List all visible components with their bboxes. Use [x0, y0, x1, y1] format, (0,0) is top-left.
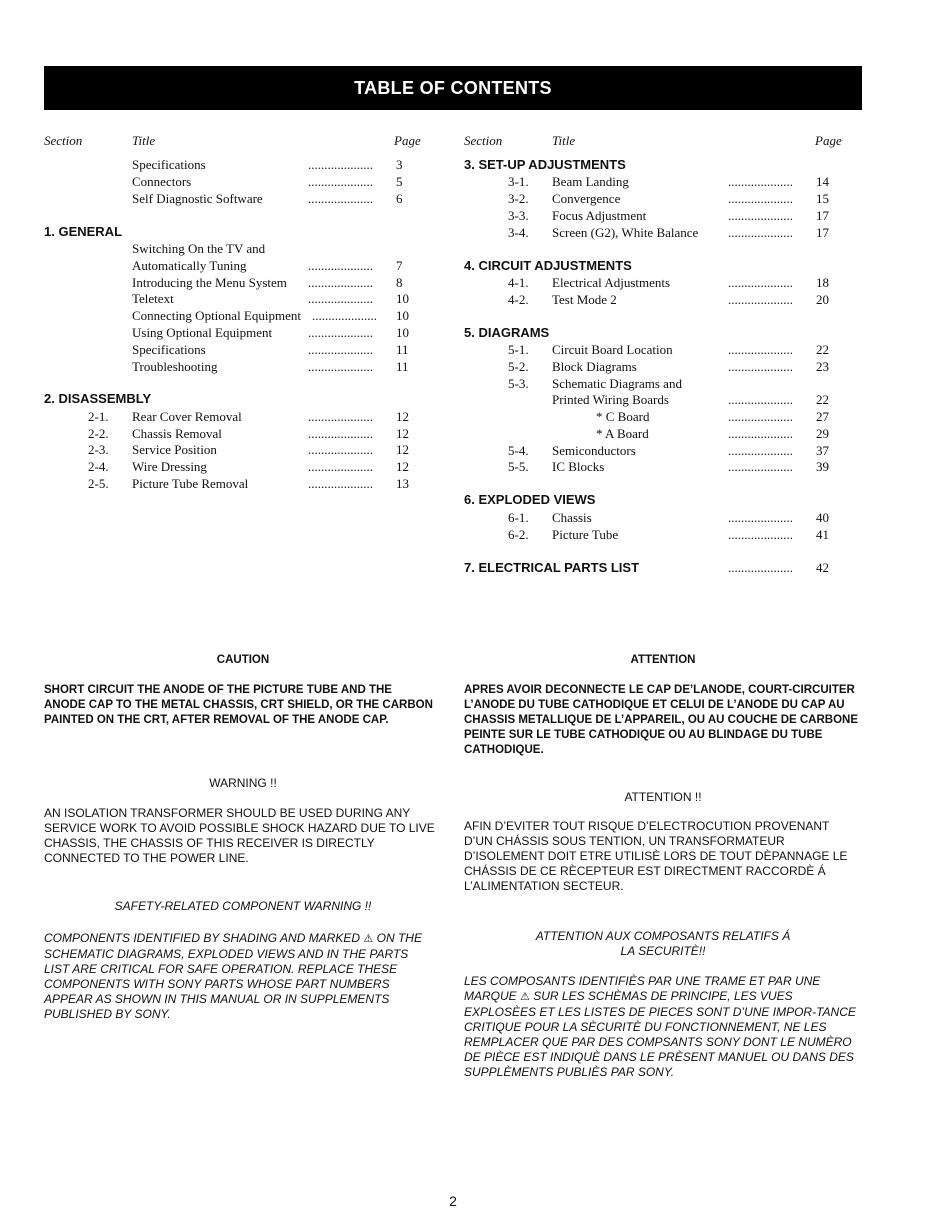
toc-entry-line — [88, 240, 428, 257]
toc-entry-title: Chassis — [552, 510, 592, 525]
toc-entry-title: Specifications — [132, 157, 206, 172]
toc-entry-line[interactable] — [508, 375, 848, 392]
toc-dots: .................... — [728, 359, 793, 374]
toc-dots: .................... — [308, 342, 373, 357]
toc-entry-title: Electrical Adjustments — [552, 275, 671, 290]
toc-entry[interactable] — [508, 291, 848, 308]
toc-entry[interactable] — [88, 190, 428, 207]
toc-dots: .................... — [728, 443, 793, 458]
toc-entry[interactable] — [508, 408, 848, 425]
toc-dots: .................... — [308, 325, 373, 340]
toc-entry-number: 2-5. — [88, 476, 109, 491]
toc-entry-page: 22 — [816, 342, 829, 357]
toc-dots: .................... — [728, 275, 793, 290]
caution-text: SHORT CIRCUIT THE ANODE OF THE PICTURE TUBE AND THE ANODE CAP TO THE METAL CHASSIS, CRT SHIELD, OR THE CARBON PAINTED ON THE CRT, AFTER REMOVAL OF THE ANODE CAP. — [44, 684, 433, 726]
toc-entry-page: 12 — [396, 459, 409, 474]
toc-dots: .................... — [308, 459, 373, 474]
toc-entry-title: Screen (G2), White Balance — [552, 225, 699, 240]
toc-title: TABLE OF CONTENTS — [354, 78, 552, 98]
toc-entry-number: 5-1. — [508, 342, 529, 357]
attention-safety-part1: LES COMPOSANTS IDENTIFIÈS PAR UNE TRAME ET PAR UNE MARQUE — [464, 974, 821, 1003]
toc-dots: .................... — [308, 476, 373, 491]
toc-entry-page: 11 — [396, 342, 409, 357]
toc-entry-page: 10 — [396, 325, 409, 340]
toc-entry-page: 15 — [816, 191, 829, 206]
toc-entry[interactable] — [508, 509, 848, 526]
toc-entry-title: * A Board — [596, 426, 649, 441]
toc-entry-page: 3 — [396, 157, 403, 172]
safety-warning-text — [44, 931, 429, 1022]
section-heading-general[interactable]: 1. GENERAL — [44, 224, 123, 239]
toc-entry-page: 18 — [816, 275, 829, 290]
section-heading-circuit[interactable]: 4. CIRCUIT ADJUSTMENTS — [464, 258, 632, 273]
toc-entry-number: 2-3. — [88, 442, 109, 457]
toc-entry-number: 5-5. — [508, 459, 529, 474]
toc-entry-title: Connectors — [132, 174, 192, 189]
toc-entry-number: 5-2. — [508, 359, 529, 374]
toc-entry[interactable] — [508, 173, 848, 190]
toc-entry[interactable] — [508, 341, 848, 358]
toc-entry-number: 5-4. — [508, 443, 529, 458]
header-title-right: Title — [552, 133, 576, 148]
toc-entry[interactable] — [508, 358, 848, 375]
toc-entry-page: 11 — [396, 359, 409, 374]
attention-safety-part2: SUR LES SCHÈMAS DE PRINCIPE, LES VUES EXPLOSÈES ET LES LISTES DE PIECES SONT D’UNE IMPOR-TANCE CRITIQUE POUR LA SÈCURITÈ DU FONCTIONNEMENT, NE LES REMPLACER QUE PAR DES COMPSANTS SONY DONT LE NUMÈRO DE PIÈCE EST INDIQUÈ DANS LE PRÈSENT MANUEL OU DANS DES SUPPLÈMENTS PUBLIÈS PAR SONY. — [464, 989, 856, 1079]
section-heading-setup[interactable]: 3. SET-UP ADJUSTMENTS — [464, 157, 626, 172]
toc-entry-title: Schematic Diagrams and — [552, 376, 682, 391]
toc-entry-page: 8 — [396, 275, 403, 290]
toc-entry-page: 29 — [816, 426, 829, 441]
toc-entry[interactable] — [508, 458, 848, 475]
toc-entry-page: 41 — [816, 527, 829, 542]
toc-dots: .................... — [728, 527, 793, 542]
attention-text: APRES AVOIR DECONNECTE LE CAP DE’LANODE, COURT-CIRCUITER L’ANODE DU TUBE CATHODIQUE ET CELUI DE L’ANODE DU CAP AU CHASSIS METALLIQUE DE L’APPAREIL, OU AU COUCHE DE CARBONE PEINTE SUR LE TUBE CATHODIQUE OU AU BLINDAGE DU TUBE CATHODIQUE. — [464, 684, 859, 756]
toc-dots: .................... — [312, 308, 377, 323]
toc-entry-title: Semiconductors — [552, 443, 636, 458]
toc-dots: .................... — [308, 442, 373, 457]
header-section-right: Section — [464, 133, 503, 148]
toc-dots: .................... — [728, 392, 793, 407]
attention-safety-title-line2: LA SECURITÈ!! — [620, 944, 706, 958]
toc-entry-title: Printed Wiring Boards — [552, 392, 669, 407]
toc-entry-title: * C Board — [596, 409, 650, 424]
toc-entry[interactable] — [88, 441, 428, 458]
toc-dots: .................... — [308, 275, 373, 290]
section-heading-diagrams[interactable]: 5. DIAGRAMS — [464, 325, 550, 340]
toc-entry-page: 7 — [396, 258, 403, 273]
header-title-left: Title — [132, 133, 156, 148]
toc-entry-number: 2-4. — [88, 459, 109, 474]
toc-entry-number: 3-1. — [508, 174, 529, 189]
toc-entry-page: 10 — [396, 291, 409, 306]
toc-entry[interactable] — [508, 391, 848, 408]
toc-entry-title: Using Optional Equipment — [132, 325, 273, 340]
toc-entry-page: 6 — [396, 191, 403, 206]
toc-entry[interactable] — [88, 425, 428, 442]
toc-entry-title: Service Position — [132, 442, 217, 457]
toc-entry[interactable] — [88, 274, 428, 291]
toc-entry[interactable] — [508, 274, 848, 291]
toc-entry[interactable] — [88, 290, 428, 307]
toc-entry-title: Convergence — [552, 191, 621, 206]
toc-entry-number: 4-2. — [508, 292, 529, 307]
toc-entry[interactable] — [88, 458, 428, 475]
toc-entry-number: 4-1. — [508, 275, 529, 290]
safety-text-part2: ON THE SCHEMATIC DIAGRAMS, EXPLODED VIEWS AND IN THE PARTS LIST ARE CRITICAL FOR SAFE OPERATION. REPLACE THESE COMPONENTS WITH SONY PARTS WHOSE PART NUMBERS APPEAR AS SHOWN IN THIS MANUAL OR IN SUPPLEMENTS PUBLISHED BY SONY. — [44, 931, 422, 1021]
toc-entry-page: 12 — [396, 442, 409, 457]
section-heading-disassembly[interactable]: 2. DISASSEMBLY — [44, 391, 152, 406]
page-number: 2 — [449, 1193, 457, 1209]
header-page-left: Page — [394, 133, 421, 148]
toc-entry-page: 20 — [816, 292, 829, 307]
toc-entry-title: Specifications — [132, 342, 206, 357]
header-page-right: Page — [815, 133, 842, 148]
attention-warning-title: ATTENTION !! — [624, 790, 702, 804]
attention-safety-title — [464, 929, 862, 959]
toc-entry-title: Automatically Tuning — [132, 258, 247, 273]
attention-warning-text: AFIN D’EVITER TOUT RISQUE D’ELECTROCUTION PROVENANT D’UN CHÁSSIS SOUS TENTION, UN TRANSFORMATEUR D’ISOLEMENT DOIT ETRE UTILISÈ LORS DE TOUT DÈPANNAGE LE CHÁSSIS DE CE RÈCEPTEUR EST DIRECTMENT RACCORDÈ Á L’ALIMENTATION SECTEUR. — [464, 819, 848, 893]
toc-dots: .................... — [308, 191, 373, 206]
toc-entry[interactable] — [88, 341, 428, 358]
warning-triangle-icon: ⚠ — [363, 933, 374, 945]
toc-entry-page: 23 — [816, 359, 829, 374]
toc-entry-number: 2-2. — [88, 426, 109, 441]
toc-entry[interactable] — [88, 307, 428, 324]
toc-entry[interactable] — [88, 475, 428, 492]
toc-entry-page: 42 — [816, 560, 829, 575]
safety-warning-title: SAFETY-RELATED COMPONENT WARNING !! — [114, 899, 372, 913]
toc-dots: .................... — [728, 191, 793, 206]
toc-entry-number: 2-1. — [88, 409, 109, 424]
toc-entry[interactable] — [508, 526, 848, 543]
section-heading-parts-list: 7. ELECTRICAL PARTS LIST — [464, 560, 640, 575]
toc-entry[interactable] — [88, 173, 428, 190]
toc-entry-title: Teletext — [132, 291, 174, 306]
toc-entry-title: Connecting Optional Equipment — [132, 308, 301, 323]
toc-entry-title: IC Blocks — [552, 459, 605, 474]
toc-entry-title: Test Mode 2 — [552, 292, 617, 307]
section-heading-exploded[interactable]: 6. EXPLODED VIEWS — [464, 492, 596, 507]
toc-entry-title: Rear Cover Removal — [132, 409, 242, 424]
toc-entry-title: Circuit Board Location — [552, 342, 673, 357]
toc-entry-title: Switching On the TV and — [132, 241, 266, 256]
toc-banner — [44, 66, 862, 110]
toc-entry[interactable] — [508, 442, 848, 459]
toc-dots: .................... — [728, 174, 793, 189]
toc-entry[interactable] — [88, 257, 428, 274]
toc-dots: .................... — [308, 359, 373, 374]
toc-dots: .................... — [728, 560, 793, 575]
toc-entry-page: 40 — [816, 510, 829, 525]
toc-entry-page: 5 — [396, 174, 403, 189]
toc-entry-page: 12 — [396, 426, 409, 441]
toc-dots: .................... — [308, 258, 373, 273]
toc-entry-page: 13 — [396, 476, 409, 491]
toc-entry-title: Block Diagrams — [552, 359, 637, 374]
warning-triangle-icon: ⚠ — [520, 991, 530, 1003]
toc-entry-title: Beam Landing — [552, 174, 629, 189]
toc-entry-number: 6-1. — [508, 510, 529, 525]
attention-title: ATTENTION — [630, 654, 696, 666]
toc-entry-title: Picture Tube Removal — [132, 476, 249, 491]
toc-entry-title: Focus Adjustment — [552, 208, 647, 223]
toc-entry-page: 10 — [396, 308, 409, 323]
toc-entry[interactable] — [88, 324, 428, 341]
toc-dots: .................... — [728, 459, 793, 474]
toc-dots: .................... — [728, 208, 793, 223]
toc-dots: .................... — [728, 292, 793, 307]
toc-entry-title: Wire Dressing — [132, 459, 207, 474]
toc-entry-title: Troubleshooting — [132, 359, 218, 374]
toc-entry-parts-list[interactable] — [464, 559, 848, 576]
toc-entry-page: 12 — [396, 409, 409, 424]
toc-dots: .................... — [308, 174, 373, 189]
toc-dots: .................... — [728, 225, 793, 240]
toc-entry-title: Chassis Removal — [132, 426, 222, 441]
toc-entry[interactable] — [88, 408, 428, 425]
toc-entry[interactable] — [88, 358, 428, 375]
toc-entry-number: 3-4. — [508, 225, 529, 240]
toc-entry-page: 17 — [816, 208, 829, 223]
toc-entry[interactable] — [508, 190, 848, 207]
toc-dots: .................... — [308, 291, 373, 306]
toc-entry[interactable] — [508, 207, 848, 224]
toc-dots: .................... — [308, 409, 373, 424]
safety-text-part1: COMPONENTS IDENTIFIED BY SHADING AND MARKED — [44, 931, 361, 945]
toc-entry-page: 37 — [816, 443, 829, 458]
warning-title: WARNING !! — [209, 776, 277, 790]
toc-entry-page: 14 — [816, 174, 829, 189]
toc-dots: .................... — [728, 510, 793, 525]
toc-entry-page: 27 — [816, 409, 829, 424]
caution-title: CAUTION — [216, 654, 270, 666]
toc-entry-number: 6-2. — [508, 527, 529, 542]
toc-dots: .................... — [728, 426, 793, 441]
toc-entry-number: 3-2. — [508, 191, 529, 206]
toc-dots: .................... — [308, 157, 373, 172]
toc-entry-number: 3-3. — [508, 208, 529, 223]
attention-safety-text — [464, 974, 864, 1080]
toc-entry-page: 17 — [816, 225, 829, 240]
toc-entry-page: 22 — [816, 392, 829, 407]
toc-entry-number: 5-3. — [508, 376, 529, 391]
toc-entry[interactable] — [88, 156, 428, 173]
toc-entry[interactable] — [508, 425, 848, 442]
warning-text: AN ISOLATION TRANSFORMER SHOULD BE USED DURING ANY SERVICE WORK TO AVOID POSSIBLE SHOCK HAZARD DUE TO LIVE CHASSIS, THE CHASSIS OF THIS RECEIVER IS DIRECTLY CONNECTED TO THE POWER LINE. — [44, 806, 435, 865]
toc-dots: .................... — [728, 409, 793, 424]
header-section-left: Section — [44, 133, 83, 148]
toc-entry-title: Picture Tube — [552, 527, 619, 542]
toc-dots: .................... — [728, 342, 793, 357]
attention-safety-title-line1: ATTENTION AUX COMPOSANTS RELATIFS Á — [535, 929, 791, 943]
toc-entry-title: Self Diagnostic Software — [132, 191, 263, 206]
toc-entry-title: Introducing the Menu System — [132, 275, 287, 290]
toc-dots: .................... — [308, 426, 373, 441]
toc-entry-page: 39 — [816, 459, 829, 474]
toc-entry[interactable] — [508, 224, 848, 241]
